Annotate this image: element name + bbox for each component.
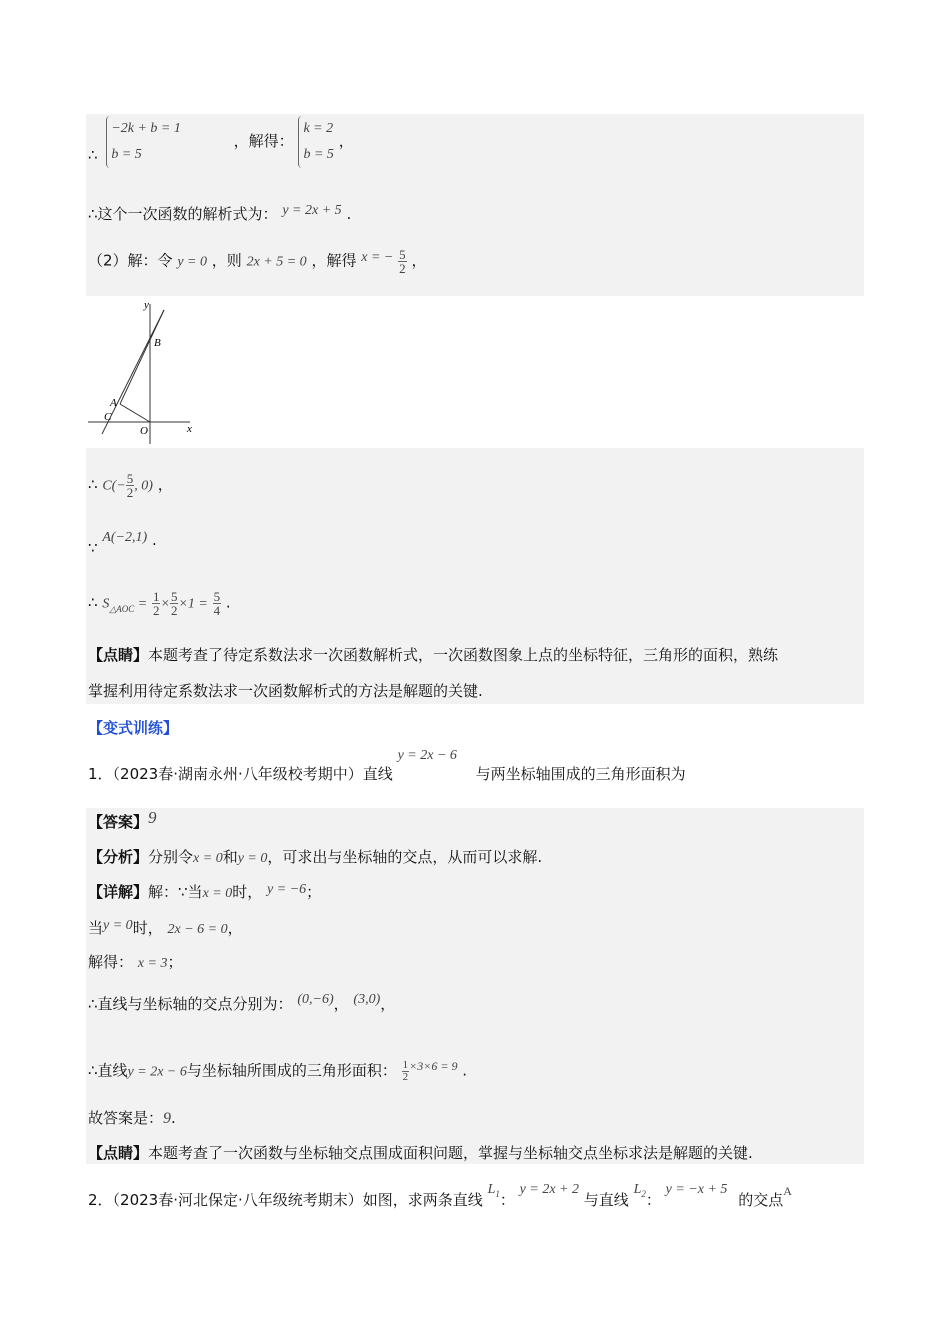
variant-heading: 【变式训练】 — [88, 719, 179, 737]
dang-line: 当y = 0时， 2x − 6 = 0， — [88, 918, 243, 937]
fraction-half: $\frac{1}{2}$ — [402, 1059, 409, 1083]
dianjing-line-1: 【点睛】本题考查了待定系数法求一次函数解析式，一次函数图象上点的坐标特征，三角形的面积，熟练 — [88, 646, 779, 664]
segment-ab — [120, 310, 164, 404]
dianjing-line-2: 掌握利用待定系数法求一次函数解析式的方法是解题的关键. — [88, 682, 483, 700]
fenxi-line: 【分析】分别令x = 0和y = 0，可求出与坐标轴的交点，从而可以求解. — [88, 848, 543, 866]
answer-line: 【答案】9 — [88, 808, 157, 831]
segment-ao — [120, 404, 150, 422]
fraction-c: $\frac{5}{2}$ — [126, 471, 134, 500]
mianji-line: ∴直线y = 2x − 6与坐标轴所围成的三角形面积： $\frac{1}{2}$ $^{\times 3\times 6 = 9}$ . — [88, 1058, 468, 1083]
part2-line: （2）解：令 y = 0 ，则 2x + 5 = 0 ，解得 x = − $\frac{5}{2}$ ， — [88, 247, 427, 276]
guda-line: 故答案是：9. — [88, 1109, 176, 1127]
question-1: 1．（2023春·湖南永州·八年级校考期中）直线 y = 2x − 6 与两坐标轴围成的三角形面积为 — [88, 748, 686, 783]
coordinate-figure — [86, 296, 196, 448]
jiede-line: 解得： x = 3； — [88, 953, 183, 971]
fraction-5-4: $\frac{5}{4}$ — [213, 589, 221, 618]
y-label: y — [144, 299, 149, 311]
point-c-line: ∴ C(− $\frac{5}{2}$ , 0) ， — [88, 471, 173, 500]
equation-system-2: k = 2 b = 5 — [298, 116, 333, 168]
fraction-1-2: $\frac{1}{2}$ — [152, 589, 160, 618]
label-c: C — [104, 411, 112, 423]
graph-svg — [86, 296, 196, 448]
point-a-line: ∵ A(−2,1) . — [88, 530, 157, 557]
area-line: ∴ $S_{\triangle AOC}$ = $\frac{1}{2}$ × $\frac{5}{2}$ ×1 = $\frac{5}{4}$ . — [88, 589, 231, 618]
system-line: ∴ −2k + b = 1 b = 5 ，解得： k = 2 b = 5 ， — [88, 116, 354, 168]
x-label: x — [187, 423, 192, 435]
label-a: A — [110, 397, 117, 409]
jiaodian-line: ∴直线与坐标轴的交点分别为： (0,−6)， (3,0)， — [88, 992, 396, 1013]
xiangjie-line: 【详解】解：∵当x = 0时， y = −6； — [88, 882, 322, 901]
dianjing-answer-line: 【点睛】本题考查了一次函数与坐标轴交点围成面积问题，掌握与坐标轴交点坐标求法是解题的关键. — [88, 1144, 753, 1162]
solution-block-2 — [86, 448, 864, 704]
fraction-5-2-b: $\frac{5}{2}$ — [170, 589, 178, 618]
question-2: 2．（2023春·河北保定·八年级统考期末）如图，求两条直线 $L^1$： y = 2x + 2 与直线 $L^2$： y = −x + 5 的交点$^A$ — [88, 1182, 792, 1209]
label-o: O — [140, 425, 148, 437]
fraction-5-2: $\frac{5}{2}$ — [399, 247, 406, 276]
function-expression-line: ∴这个一次函数的解析式为： y = 2x + 5 . — [88, 203, 352, 223]
label-b: B — [154, 337, 161, 349]
equation-system-1: −2k + b = 1 b = 5 — [106, 116, 181, 168]
